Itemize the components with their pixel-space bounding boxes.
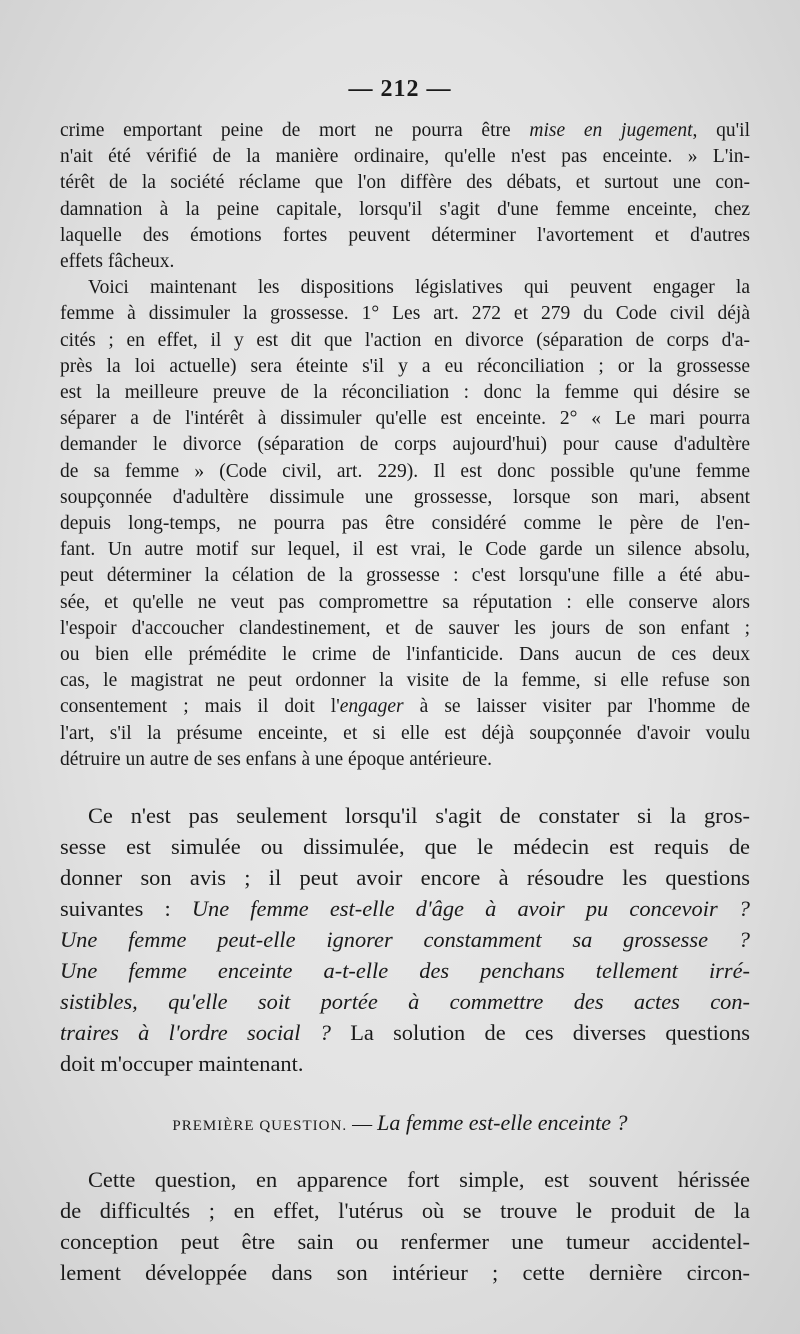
paragraph-block-large: [60, 800, 750, 1079]
text-line: conception peut être sain ou renfermer une tumeur accidentel-: [60, 1229, 750, 1254]
text-line: cas, le magistrat ne peut ordonner la visite de la femme, si elle refuse son: [60, 670, 750, 692]
text-line: de difficultés ; en effet, l'utérus où se trouve le produit de la: [60, 1198, 750, 1223]
page-number: — 212 —: [348, 76, 452, 102]
text-line: soupçonnée d'adultère dissimule une grossesse, lorsque son mari, absent: [60, 486, 750, 508]
text-line: l'art, s'il la présume enceinte, et si elle est déjà soupçonnée d'avoir voulu: [60, 722, 750, 744]
heading-title: La femme est-elle enceinte ?: [377, 1110, 628, 1135]
text-line: Voici maintenant les dispositions législatives qui peuvent engager la: [88, 277, 750, 299]
text-line: [60, 955, 750, 986]
text-line: donner son avis ; il peut avoir encore à résoudre les questions: [60, 865, 750, 890]
text-line: près la loi actuelle) sera éteinte s'il y a eu réconciliation ; or la grossesse: [60, 355, 750, 377]
text-line: est la meilleure preuve de la réconciliation : donc la femme qui désire se: [60, 382, 750, 404]
italic-question: Une femme enceinte a-t-elle des penchans tellement irré-: [60, 958, 750, 983]
text-line: peut déterminer la célation de la grossesse : c'est lorsqu'une fille a été abu-: [60, 565, 750, 587]
text-line: térêt de la société réclame que l'on diffère des débats, et surtout une con-: [60, 172, 750, 194]
text-line: damnation à la peine capitale, lorsqu'il s'agit d'une femme enceinte, chez: [60, 198, 750, 220]
text-line: ou bien elle prémédite le crime de l'infanticide. Dans aucun de ces deux: [60, 644, 750, 666]
text-line: l'espoir d'accoucher clandestinement, et de sauver les jours de son enfant ;: [60, 617, 750, 639]
text-line: sesse est simulée ou dissimulée, que le médecin est requis de: [60, 834, 750, 859]
text-line: suivantes : Une femme est-elle d'âge à avoir pu concevoir ?: [60, 896, 750, 921]
italic-question: traires à l'ordre social ?: [60, 1020, 331, 1045]
text-line: Ce n'est pas seulement lorsqu'il s'agit de constater si la gros-: [88, 803, 750, 828]
italic-phrase: mise en jugement: [529, 120, 693, 141]
italic-question: Une femme est-elle d'âge à avoir pu concevoir ?: [191, 896, 750, 921]
text-line: femme à dissimuler la grossesse. 1° Les art. 272 et 279 du Code civil déjà: [60, 303, 750, 325]
paragraph-block-small: [60, 118, 750, 773]
text-line: n'ait été vérifié de la manière ordinaire, qu'elle n'est pas enceinte. » L'in-: [60, 146, 750, 168]
text-line: depuis long-temps, ne pourra pas être considéré comme le père de l'en-: [60, 513, 750, 535]
italic-question: sistibles, qu'elle soit portée à commettre des actes con-: [60, 989, 750, 1014]
text-line: [60, 924, 750, 955]
italic-question: Une femme peut-elle ignorer constamment sa grossesse ?: [60, 927, 750, 952]
text-line: traires à l'ordre social ? La solution de ces diverses questions: [60, 1020, 750, 1045]
text-line: laquelle des émotions fortes peuvent déterminer l'avortement et d'autres: [60, 224, 750, 246]
text-line: crime emportant peine de mort ne pourra être mise en jugement, qu'il: [60, 120, 750, 141]
italic-word: engager: [339, 696, 404, 718]
text-line: doit m'occuper maintenant.: [60, 1051, 304, 1076]
text-line: lement développée dans son intérieur ; cette dernière circon-: [60, 1260, 750, 1285]
paragraph-block-large: [60, 1164, 750, 1288]
heading-dash: —: [347, 1113, 378, 1135]
text-line: séparer a de l'intérêt à dissimuler qu'elle est enceinte. 2° « Le mari pourra: [60, 408, 750, 430]
text-line: demander le divorce (séparation de corps aujourd'hui) pour cause d'adultère: [60, 434, 750, 456]
text-line: consentement ; mais il doit l'engager à se laisser visiter par l'homme de: [60, 696, 750, 718]
text-line: fant. Un autre motif sur lequel, il est vrai, le Code garde un silence absolu,: [60, 539, 750, 561]
text-line: détruire un autre de ses enfans à une époque antérieure.: [60, 748, 493, 770]
heading-label: PREMIÈRE QUESTION.: [172, 1118, 348, 1134]
text-line: effets fâcheux.: [60, 251, 175, 273]
section-heading: [0, 1110, 800, 1136]
text-line: cités ; en effet, il y est dit que l'action en divorce (séparation de corps d'a-: [60, 329, 750, 351]
text-line: sée, et qu'elle ne veut pas compromettre sa réputation : elle conserve alors: [60, 591, 750, 613]
text-line: Cette question, en apparence fort simple, est souvent hérissée: [88, 1167, 750, 1192]
text-line: de sa femme » (Code civil, art. 229). Il est donc possible qu'une femme: [60, 460, 750, 482]
text-line: [60, 986, 750, 1017]
